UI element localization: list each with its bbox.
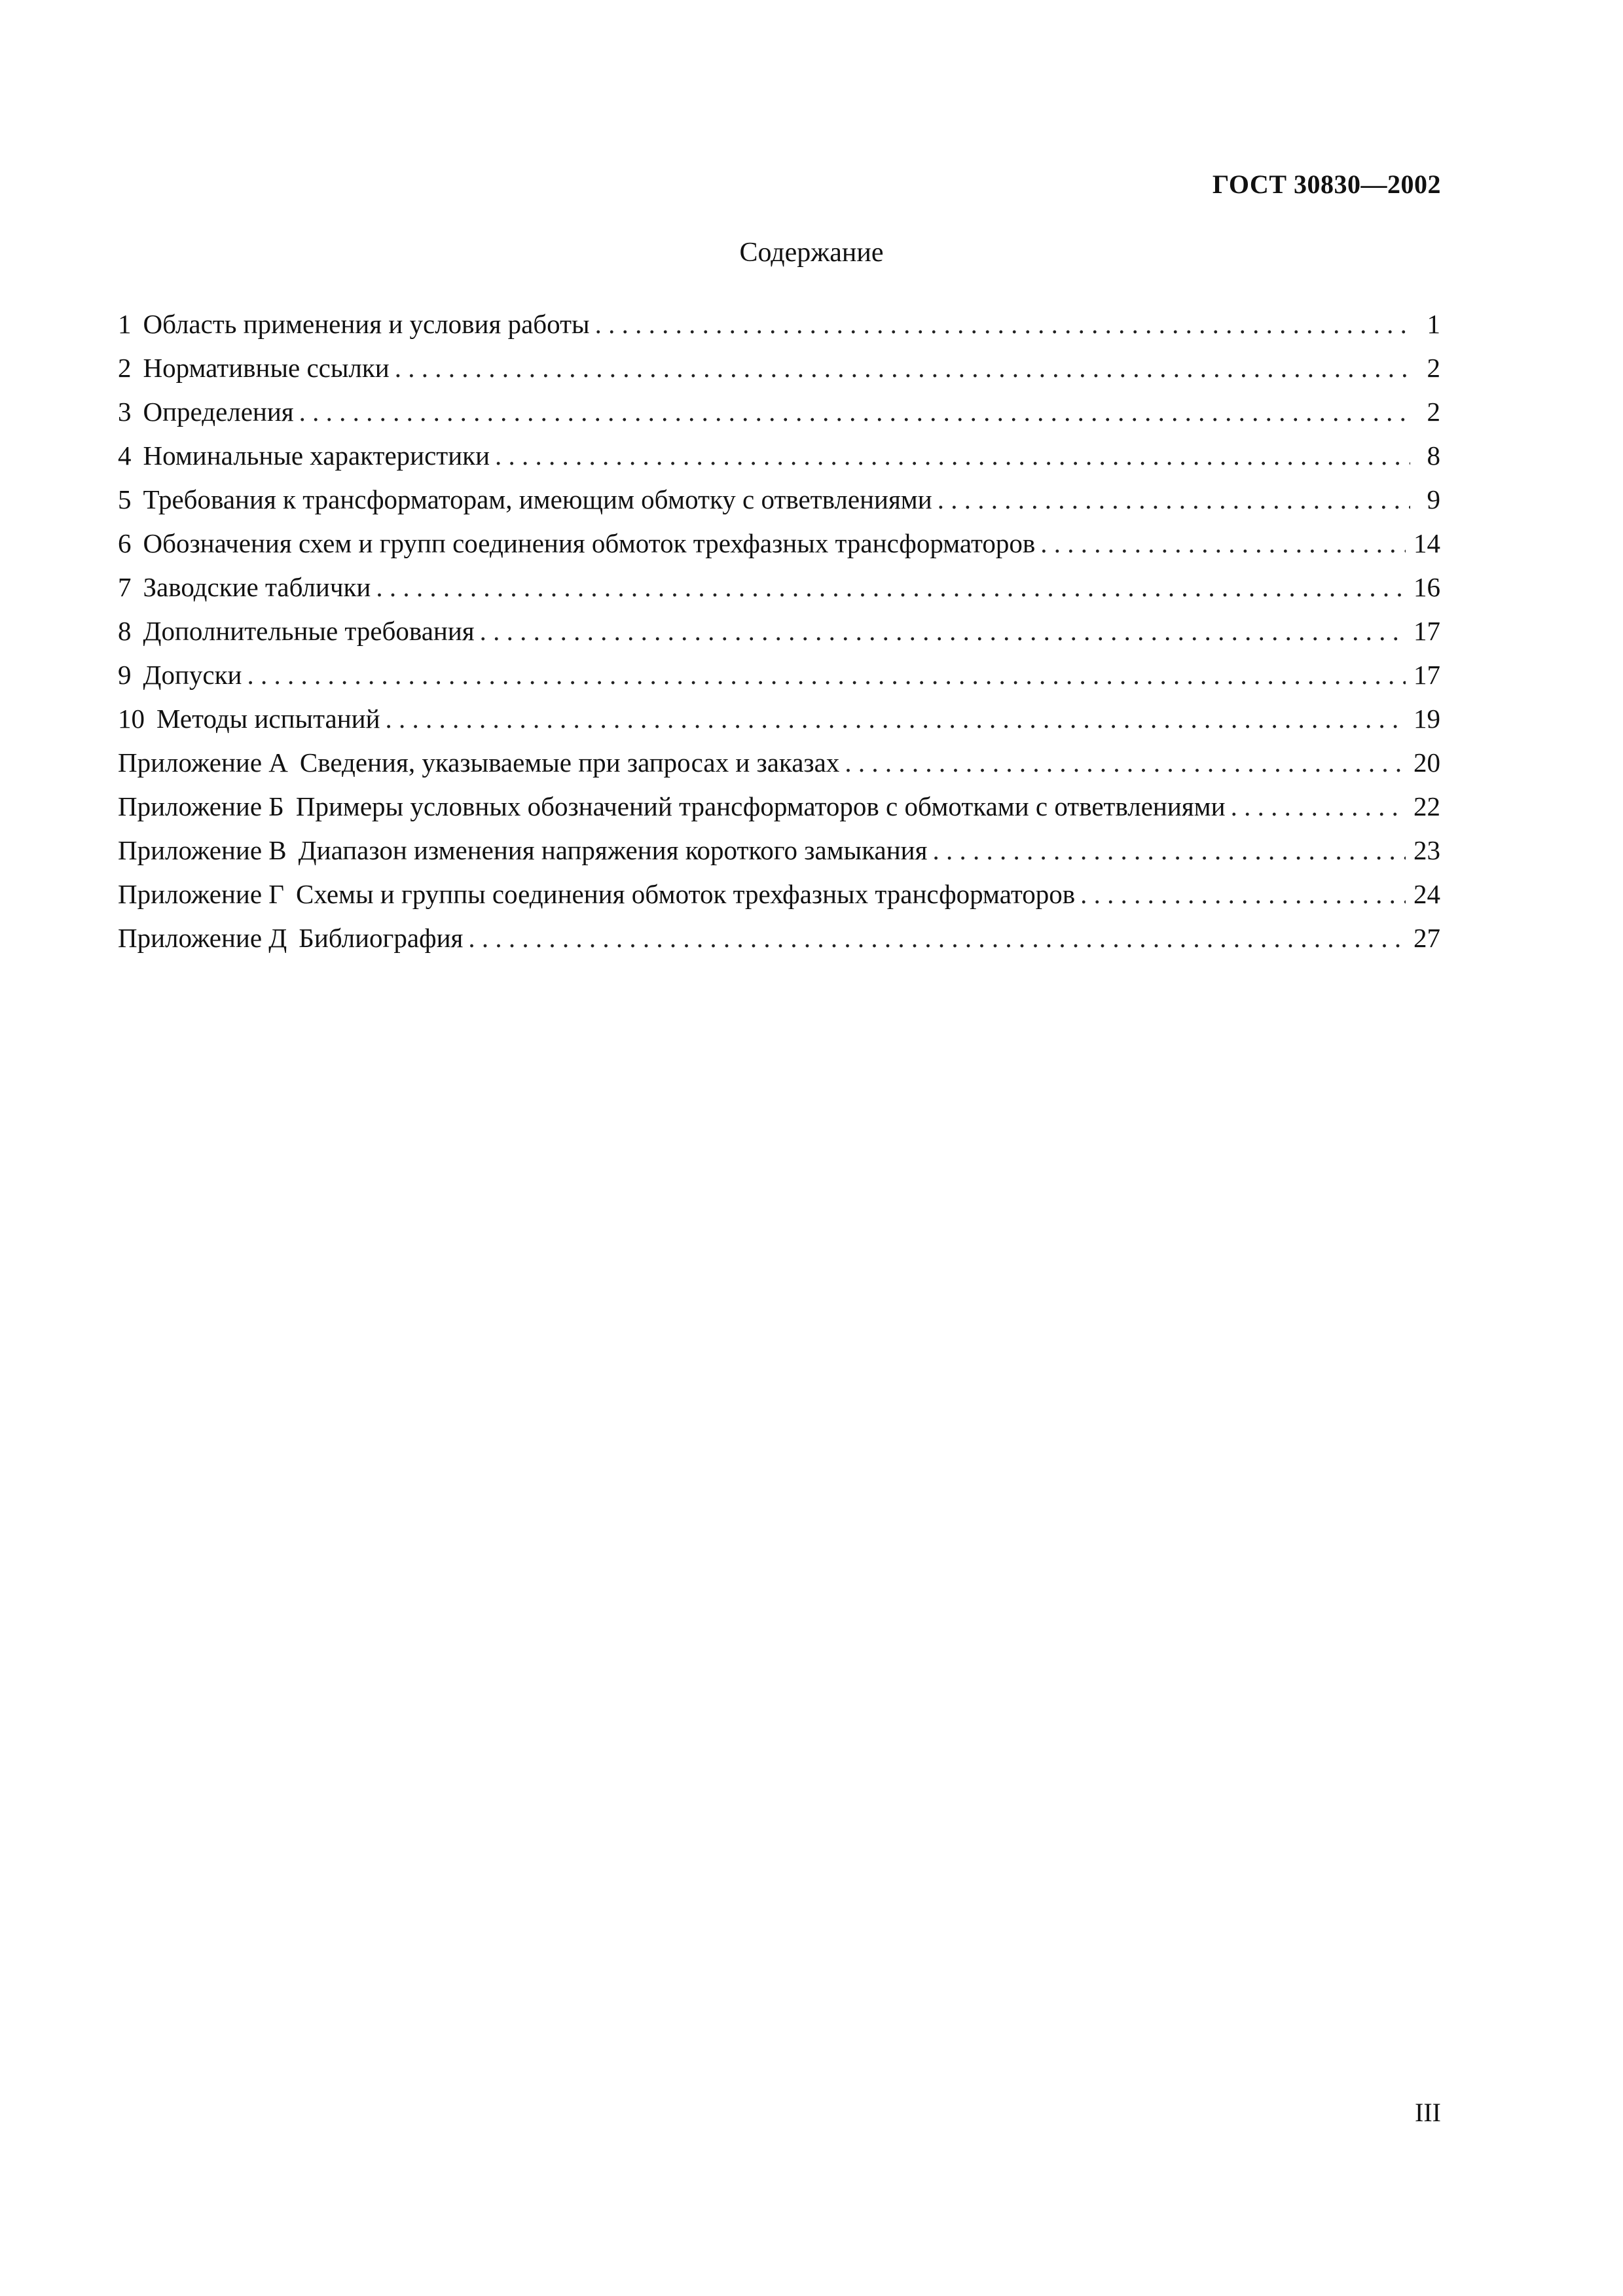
document-code: ГОСТ 30830—2002 bbox=[1212, 170, 1441, 199]
toc-entry-page: 22 bbox=[1413, 791, 1440, 821]
toc-entry-page: 16 bbox=[1413, 572, 1440, 602]
dot-leader bbox=[1231, 785, 1406, 829]
dot-leader bbox=[595, 302, 1410, 346]
toc-entry-number: 1 bbox=[118, 309, 132, 339]
toc-entry bbox=[118, 829, 1440, 872]
dot-leader bbox=[376, 565, 1406, 609]
toc-entry-number: 3 bbox=[118, 397, 132, 427]
toc-entry-page: 23 bbox=[1413, 835, 1440, 865]
dot-leader bbox=[845, 741, 1406, 785]
toc-entry-title: Обозначения схем и групп соединения обмоток трехфазных трансформаторов bbox=[143, 528, 1036, 558]
toc-entry-number: 8 bbox=[118, 616, 132, 646]
toc-entry-title: Примеры условных обозначений трансформаторов с обмотками с ответвлениями bbox=[295, 791, 1226, 821]
toc-entry-appendix: Приложение В bbox=[118, 835, 287, 865]
toc-entry-title: Методы испытаний bbox=[156, 704, 380, 734]
toc-entry-title: Область применения и условия работы bbox=[143, 309, 590, 339]
toc-entry-page: 14 bbox=[1413, 528, 1440, 558]
toc-entry-title: Допуски bbox=[143, 660, 242, 690]
dot-leader bbox=[495, 434, 1410, 478]
page-number: III bbox=[1415, 2098, 1441, 2127]
toc-entry-appendix: Приложение Б bbox=[118, 791, 284, 821]
toc-entry-title: Схемы и группы соединения обмоток трехфазных трансформаторов bbox=[296, 879, 1076, 909]
toc-entry-page: 19 bbox=[1413, 704, 1440, 734]
toc-entry-page: 2 bbox=[1427, 353, 1440, 383]
toc-entry-number: 2 bbox=[118, 353, 132, 383]
dot-leader bbox=[480, 609, 1406, 653]
toc-entry-number: 4 bbox=[118, 440, 132, 471]
toc-entry-appendix: Приложение Д bbox=[118, 923, 287, 953]
toc-entry bbox=[118, 653, 1440, 697]
toc-entry-title: Определения bbox=[143, 397, 294, 427]
toc-entry-page: 17 bbox=[1413, 660, 1440, 690]
dot-leader bbox=[386, 697, 1406, 741]
toc-entry bbox=[118, 609, 1440, 653]
toc-entry-title: Номинальные характеристики bbox=[143, 440, 490, 471]
toc-entry-title: Нормативные ссылки bbox=[143, 353, 390, 383]
dot-leader bbox=[468, 916, 1406, 960]
toc-entry-page: 9 bbox=[1427, 484, 1440, 514]
toc-entry-page: 1 bbox=[1427, 309, 1440, 339]
toc-entry-page: 27 bbox=[1413, 923, 1440, 953]
toc-entry-number: 5 bbox=[118, 484, 132, 514]
toc-entry-appendix: Приложение Г bbox=[118, 879, 285, 909]
dot-leader bbox=[395, 346, 1410, 390]
dot-leader bbox=[247, 653, 1406, 697]
toc-entry-title: Диапазон изменения напряжения короткого замыкания bbox=[298, 835, 928, 865]
toc-entry bbox=[118, 697, 1440, 741]
toc-entry-number: 6 bbox=[118, 528, 132, 558]
toc-entry-title: Библиография bbox=[299, 923, 464, 953]
dot-leader bbox=[1040, 522, 1406, 565]
toc-entry-title: Заводские таблички bbox=[143, 572, 371, 602]
toc-entry-page: 17 bbox=[1413, 616, 1440, 646]
toc-entry-title: Требования к трансформаторам, имеющим обмотку с ответвлениями bbox=[143, 484, 932, 514]
toc-entry bbox=[118, 741, 1440, 785]
dot-leader bbox=[932, 829, 1406, 872]
toc-entry-number: 10 bbox=[118, 704, 145, 734]
toc-entry-number: 9 bbox=[118, 660, 132, 690]
toc-entry-page: 24 bbox=[1413, 879, 1440, 909]
toc-entry-page: 8 bbox=[1427, 440, 1440, 471]
toc-entry-number: 7 bbox=[118, 572, 132, 602]
toc-entry bbox=[118, 785, 1440, 829]
toc-title: Содержание bbox=[739, 238, 884, 268]
toc-entry bbox=[118, 346, 1440, 390]
toc-entry bbox=[118, 565, 1440, 609]
toc-entry-page: 2 bbox=[1427, 397, 1440, 427]
toc-entry-page: 20 bbox=[1413, 747, 1440, 778]
toc-entry bbox=[118, 434, 1440, 478]
toc-entry bbox=[118, 872, 1440, 916]
table-of-contents bbox=[118, 302, 1440, 960]
toc-entry bbox=[118, 478, 1440, 522]
dot-leader bbox=[299, 390, 1410, 434]
toc-entry bbox=[118, 522, 1440, 565]
toc-entry bbox=[118, 390, 1440, 434]
dot-leader bbox=[1080, 872, 1406, 916]
toc-entry bbox=[118, 302, 1440, 346]
toc-entry-appendix: Приложение А bbox=[118, 747, 288, 778]
toc-entry-title: Сведения, указываемые при запросах и заказах bbox=[299, 747, 840, 778]
dot-leader bbox=[938, 478, 1410, 522]
toc-entry bbox=[118, 916, 1440, 960]
toc-entry-title: Дополнительные требования bbox=[143, 616, 475, 646]
